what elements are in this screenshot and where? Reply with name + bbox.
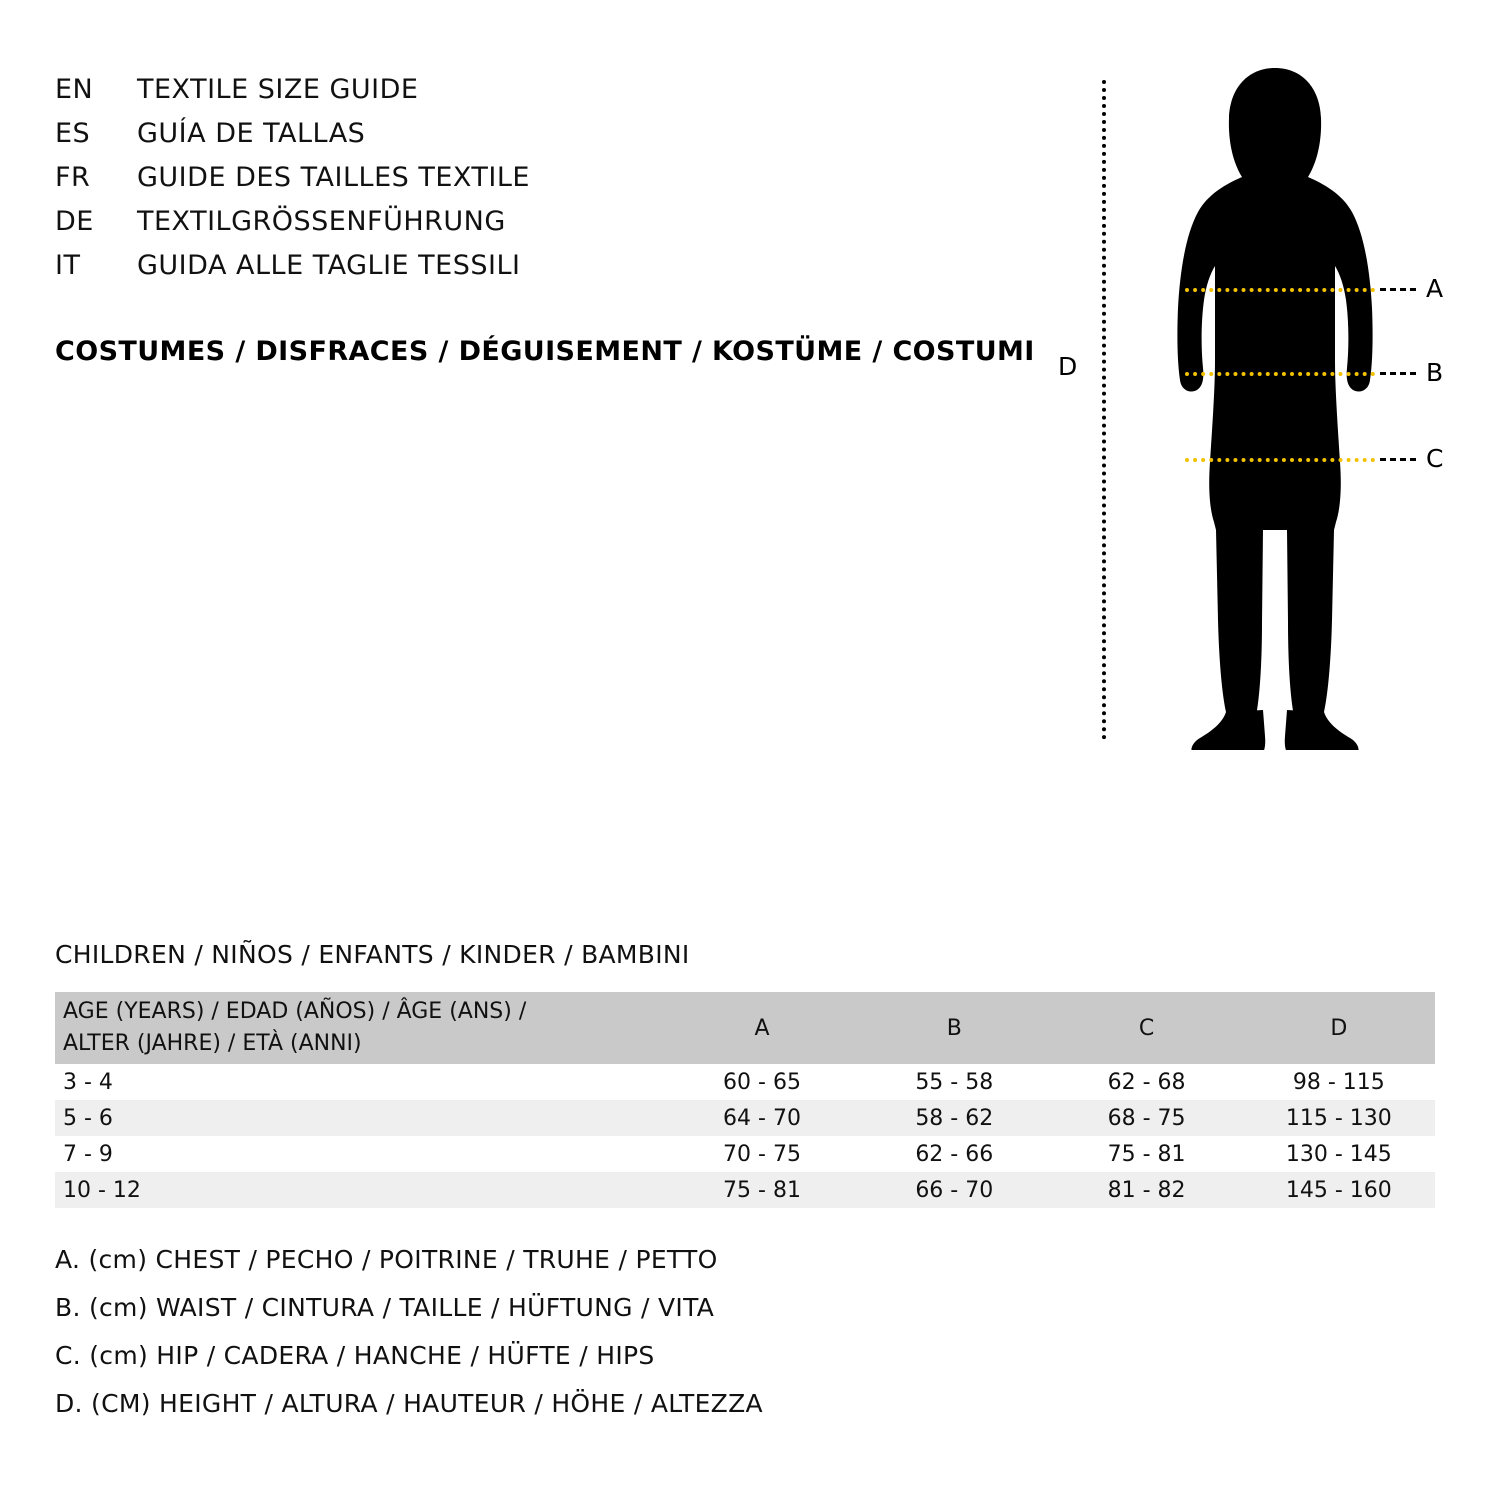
- language-row-it: [55, 250, 1055, 294]
- table-row: [55, 1172, 1435, 1208]
- column-header-d: D: [1243, 992, 1435, 1064]
- column-header-a: A: [666, 992, 858, 1064]
- chest-measure-line: [1185, 288, 1375, 292]
- language-row-de: [55, 206, 1055, 250]
- language-code-es: ES: [55, 118, 91, 149]
- cell-age: 5 - 6: [55, 1100, 666, 1136]
- cell-age: 10 - 12: [55, 1172, 666, 1208]
- column-header-age-line1: AGE (YEARS) / EDAD (AÑOS) / ÂGE (ANS) /: [63, 999, 527, 1025]
- column-header-age: [55, 992, 666, 1064]
- language-text-de: TEXTILGRÖSSENFÜHRUNG: [137, 206, 506, 237]
- cell-d: 115 - 130: [1243, 1100, 1435, 1136]
- table-row: [55, 1064, 1435, 1100]
- language-code-it: IT: [55, 250, 81, 281]
- section-title-children: CHILDREN / NIÑOS / ENFANTS / KINDER / BAMBINI: [55, 940, 690, 969]
- cell-b: 58 - 62: [858, 1100, 1050, 1136]
- language-list: [55, 74, 1055, 294]
- table-row: [55, 1100, 1435, 1136]
- waist-leader-line: [1380, 372, 1416, 375]
- column-header-age-line2: ALTER (JAHRE) / ETÀ (ANNI): [63, 1031, 362, 1056]
- language-code-de: DE: [55, 206, 94, 237]
- cell-d: 98 - 115: [1243, 1064, 1435, 1100]
- cell-age: 3 - 4: [55, 1064, 666, 1100]
- measurement-legend: [55, 1245, 1155, 1437]
- legend-item-d: D. (CM) HEIGHT / ALTURA / HAUTEUR / HÖHE / ALTEZZA: [55, 1389, 763, 1418]
- waist-measure-line: [1185, 372, 1375, 376]
- cell-b: 66 - 70: [858, 1172, 1050, 1208]
- legend-item-c: C. (cm) HIP / CADERA / HANCHE / HÜFTE / HIPS: [55, 1341, 655, 1370]
- legend-item-b: B. (cm) WAIST / CINTURA / TAILLE / HÜFTUNG / VITA: [55, 1293, 715, 1322]
- figure-label-d: D: [1058, 352, 1078, 381]
- cell-b: 55 - 58: [858, 1064, 1050, 1100]
- figure-label-b: B: [1426, 358, 1444, 387]
- figure-label-c: C: [1426, 444, 1444, 473]
- cell-a: 60 - 65: [666, 1064, 858, 1100]
- table-header-row: [55, 992, 1435, 1064]
- hip-leader-line: [1380, 458, 1416, 461]
- language-code-en: EN: [55, 74, 94, 105]
- cell-d: 145 - 160: [1243, 1172, 1435, 1208]
- cell-a: 75 - 81: [666, 1172, 858, 1208]
- language-text-en: TEXTILE SIZE GUIDE: [137, 74, 419, 105]
- language-row-en: [55, 74, 1055, 118]
- language-row-es: [55, 118, 1055, 162]
- language-text-es: GUÍA DE TALLAS: [137, 118, 366, 149]
- column-header-b: B: [858, 992, 1050, 1064]
- hip-measure-line: [1185, 458, 1375, 462]
- cell-c: 81 - 82: [1050, 1172, 1242, 1208]
- figure-label-a: A: [1426, 274, 1444, 303]
- language-text-it: GUIDA ALLE TAGLIE TESSILI: [137, 250, 521, 281]
- cell-c: 62 - 68: [1050, 1064, 1242, 1100]
- table-head: [55, 992, 1435, 1064]
- cell-c: 68 - 75: [1050, 1100, 1242, 1136]
- cell-c: 75 - 81: [1050, 1136, 1242, 1172]
- cell-a: 70 - 75: [666, 1136, 858, 1172]
- column-header-c: C: [1050, 992, 1242, 1064]
- legend-item-a: A. (cm) CHEST / PECHO / POITRINE / TRUHE / PETTO: [55, 1245, 718, 1274]
- size-table: [55, 992, 1435, 1208]
- table-body: [55, 1064, 1435, 1208]
- cell-b: 62 - 66: [858, 1136, 1050, 1172]
- cell-a: 64 - 70: [666, 1100, 858, 1136]
- size-figure: [1040, 60, 1460, 760]
- language-text-fr: GUIDE DES TAILLES TEXTILE: [137, 162, 530, 193]
- language-row-fr: [55, 162, 1055, 206]
- cell-age: 7 - 9: [55, 1136, 666, 1172]
- chest-leader-line: [1380, 288, 1416, 291]
- table-row: [55, 1136, 1435, 1172]
- language-code-fr: FR: [55, 162, 91, 193]
- cell-d: 130 - 145: [1243, 1136, 1435, 1172]
- child-silhouette-icon: [1130, 60, 1420, 750]
- costumes-heading: COSTUMES / DISFRACES / DÉGUISEMENT / KOSTÜME / COSTUMI: [55, 336, 1035, 367]
- height-axis-dotted-line: [1102, 80, 1106, 740]
